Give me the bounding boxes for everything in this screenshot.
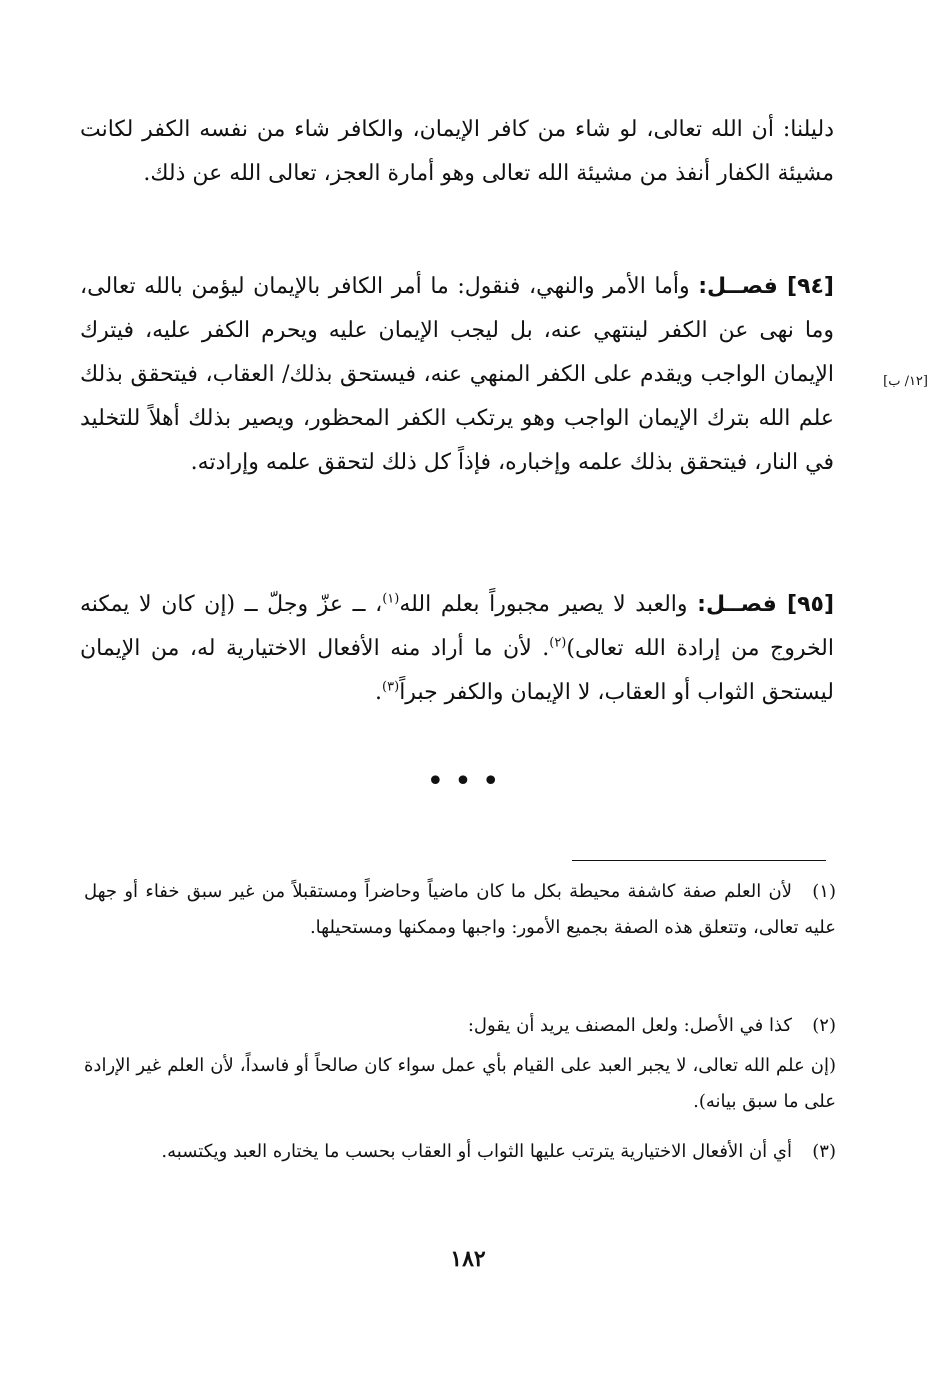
footnote-ref-2[interactable]: (٢) (549, 635, 567, 651)
footnote-3-number: (٣) (812, 1141, 836, 1162)
manuscript-folio-note: [١٢/ ب] (883, 374, 928, 389)
footnote-ref-1[interactable]: (١) (382, 591, 400, 607)
section-95-heading: [٩٥] فصــل: (697, 592, 834, 617)
footnote-2 (84, 1008, 836, 1044)
footnote-2-quote-text: (إن علم الله تعالى، لا يجبر العبد على القيام بأي عمل سواء كان صالحاً أو فاسداً، لأن العلم غير الإرادة على ما سبق بيانه). (84, 1055, 836, 1112)
paragraph-1-text: دليلنا: أن الله تعالى، لو شاء من كافر الإيمان، والكافر شاء من نفسه الكفر لكانت مشيئة الكفار أنفذ من مشيئة الله تعالى وهو أمارة العجز، تعالى الله عن ذلك. (80, 117, 834, 186)
footnote-1 (84, 874, 836, 946)
footnote-divider (572, 860, 826, 861)
paragraph-2 (80, 265, 834, 485)
footnote-2-text: كذا في الأصل: ولعل المصنف يريد أن يقول: (467, 1015, 792, 1036)
footnote-1-text: لأن العلم صفة كاشفة محيطة بكل ما كان ماضياً وحاضراً ومستقبلاً من غير سبق خفاء أو جهل عليه تعالى، وتتعلق هذه الصفة بجميع الأمور: واجبها وممكنها ومستحيلها. (84, 881, 836, 938)
paragraph-3-text-c: . لأن ما أراد منه الأفعال الاختيارية له، من الإيمان ليستحق الثواب أو العقاب، لا الإيمان والكفر جبراً (80, 636, 834, 705)
paragraph-2-text: وأما الأمر والنهي، فنقول: ما أمر الكافر بالإيمان ليؤمن بالله تعالى، وما نهى عن الكفر لينتهي عنه، بل ليجب الإيمان عليه ويحرم الكفر عليه، فيترك الإيمان الواجب ويقدم على الكفر المنهي عنه، فيستحق بذلك/ العقاب، فيتحقق بذلك علم الله بترك الإيمان الواجب وهو يرتكب الكفر المحظور، ويصير بذلك أهلاً للتخليد في النار، فيتحقق بذلك علمه وإخباره، فإذاً كل ذلك لتحقق علمه وإرادته. (80, 274, 834, 475)
footnote-ref-3[interactable]: (٣) (382, 679, 400, 695)
footnote-1-number: (١) (812, 881, 836, 902)
footnote-3-text: أي أن الأفعال الاختيارية يترتب عليها الثواب أو العقاب بحسب ما يختاره العبد ويكتسبه. (161, 1141, 792, 1162)
paragraph-3-text-b: ، ــ عزّ وجلّ ــ (إن كان لا يمكنه الخروج من إرادة الله تعالى) (80, 592, 834, 661)
footnote-3 (84, 1134, 836, 1170)
paragraph-3 (80, 583, 834, 715)
page-number: ١٨٢ (450, 1246, 486, 1272)
paragraph-3-text-a: والعبد لا يصير مجبوراً بعلم الله (399, 592, 688, 617)
section-separator-dots: ••• (426, 764, 510, 799)
paragraph-3-text-d: . (375, 680, 383, 705)
section-94-heading: [٩٤] فصــل: (698, 274, 834, 299)
footnote-2-quote (84, 1048, 884, 1120)
paragraph-1 (80, 108, 834, 196)
footnote-2-number: (٢) (812, 1015, 836, 1036)
